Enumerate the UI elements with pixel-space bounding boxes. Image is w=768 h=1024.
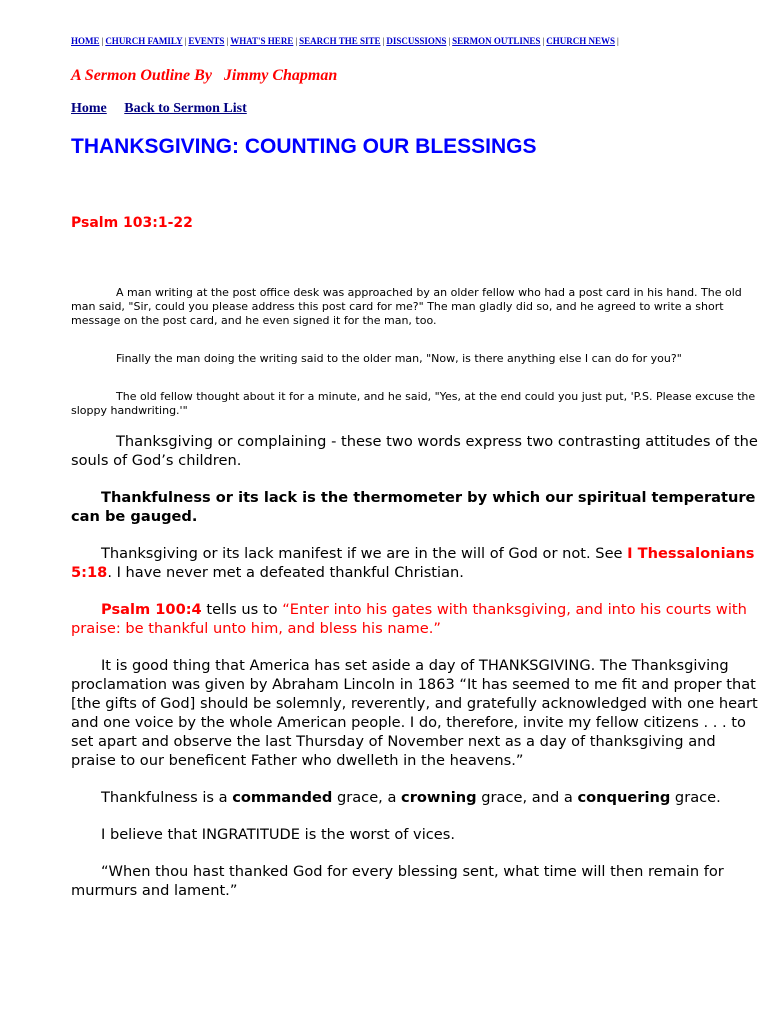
body-text: grace. xyxy=(670,789,721,806)
body-paragraph-6 xyxy=(71,788,763,807)
sermon-page xyxy=(71,34,763,900)
sermon-byline: A Sermon Outline By Jimmy Chapman xyxy=(71,67,338,84)
body-text: Thankfulness is a xyxy=(101,789,233,806)
body-paragraph-5: It is good thing that America has set aside a day of THANKSGIVING. The Thanksgiving proclamation was given by Abraham Lincoln in 1863 “It has seemed to me fit and proper that [the gifts of God] should be solemnly, reverently, and gratefully acknowledged with one heart and one voice by the whole American people. I do, therefore, invite my fellow citizens . . . to set apart and observe the last Thursday of November next as a day of thanksgiving and praise to our beneficent Father who dwelleth in the heavens.” xyxy=(71,657,758,769)
nav-link-search-the-site[interactable]: SEARCH THE SITE xyxy=(299,36,381,46)
story-paragraph-1: A man writing at the post office desk was approached by an older fellow who had a post card in his hand. The old man said, "Sir, could you please address this post card for me?" The man gladly did so, and he agreed to write a short message on the post card, and he even signed it for the man, too. xyxy=(71,286,742,327)
sermon-title: THANKSGIVING: COUNTING OUR BLESSINGS xyxy=(71,135,537,158)
scripture-link-thessalonians: I Thessalonians 5:18 xyxy=(71,545,755,581)
nav-link-church-family[interactable]: CHURCH FAMILY xyxy=(105,36,183,46)
top-navigation xyxy=(71,34,763,48)
sub-navigation xyxy=(71,100,763,118)
nav-link-sermon-outlines[interactable]: SERMON OUTLINES xyxy=(452,36,541,46)
nav-separator: | xyxy=(617,36,619,46)
body-text: . I have never met a defeated thankful Christian. xyxy=(107,564,464,581)
scripture-reference: Psalm 103:1-22 xyxy=(71,215,193,231)
back-to-sermon-list-link[interactable]: Back to Sermon List xyxy=(124,101,247,116)
scripture-quote: “Enter into his gates with thanksgiving, and into his courts with praise: be thankful unto him, and bless his name.” xyxy=(71,601,747,637)
body-paragraph-7: I believe that INGRATITUDE is the worst of vices. xyxy=(101,826,455,843)
emphasis-conquering: conquering xyxy=(577,789,671,806)
nav-link-home[interactable]: HOME xyxy=(71,36,100,46)
scripture-link-psalm-100: Psalm 100:4 xyxy=(101,601,202,618)
nav-separator: | xyxy=(184,36,187,46)
body-paragraph-4 xyxy=(71,600,763,638)
emphasis-crowning: crowning xyxy=(401,789,477,806)
body-text: tells us to xyxy=(201,601,283,618)
body-paragraph-3 xyxy=(71,544,763,582)
nav-link-events[interactable]: EVENTS xyxy=(188,36,225,46)
body-paragraph-1: Thanksgiving or complaining - these two words express two contrasting attitudes of the souls of God’s children. xyxy=(71,433,758,469)
emphasis-commanded: commanded xyxy=(232,789,333,806)
nav-separator: | xyxy=(226,36,229,46)
nav-separator: | xyxy=(295,36,298,46)
body-paragraph-2: Thankfulness or its lack is the thermometer by which our spiritual temperature can be gauged. xyxy=(71,489,756,525)
nav-separator: | xyxy=(382,36,385,46)
body-paragraph-8: “When thou hast thanked God for every blessing sent, what time will then remain for murmurs and lament.” xyxy=(71,863,724,899)
body-text: Thanksgiving or its lack manifest if we are in the will of God or not. See xyxy=(101,545,628,562)
story-paragraph-2: Finally the man doing the writing said to the older man, "Now, is there anything else I can do for you?" xyxy=(116,352,682,365)
body-text: grace, a xyxy=(332,789,402,806)
nav-link-church-news[interactable]: CHURCH NEWS xyxy=(546,36,616,46)
nav-separator: | xyxy=(542,36,545,46)
home-link[interactable]: Home xyxy=(71,101,107,116)
nav-link-discussions[interactable]: DISCUSSIONS xyxy=(386,36,447,46)
story-paragraph-3: The old fellow thought about it for a minute, and he said, "Yes, at the end could you just put, 'P.S. Please excuse the sloppy handwriting.'" xyxy=(71,390,756,417)
nav-separator: | xyxy=(448,36,451,46)
nav-separator: | xyxy=(101,36,104,46)
body-text: grace, and a xyxy=(476,789,578,806)
nav-link-whats-here[interactable]: WHAT'S HERE xyxy=(230,36,294,46)
